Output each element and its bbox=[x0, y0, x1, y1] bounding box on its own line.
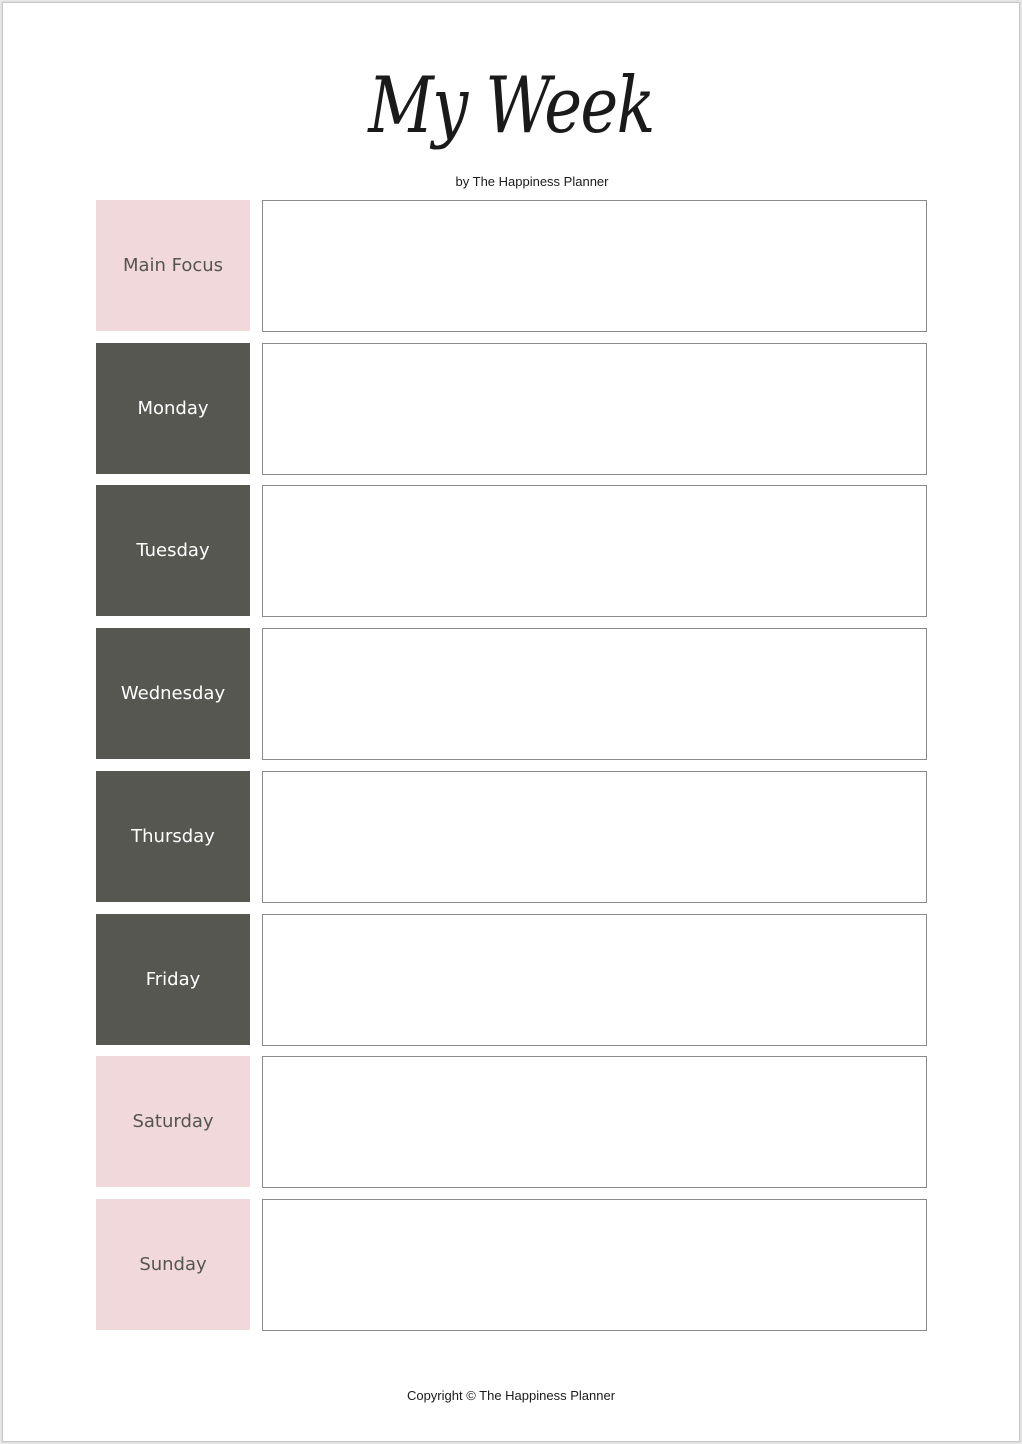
row-label-saturday: Saturday bbox=[96, 1056, 250, 1187]
page-title: My Week bbox=[368, 61, 654, 151]
row-label-tuesday: Tuesday bbox=[96, 485, 250, 616]
row-wednesday bbox=[3, 628, 1019, 761]
row-sunday bbox=[3, 1199, 1019, 1332]
row-label-thursday: Thursday bbox=[96, 771, 250, 902]
row-thursday bbox=[3, 771, 1019, 904]
row-main-focus bbox=[3, 200, 1019, 333]
writing-box-tuesday[interactable] bbox=[262, 485, 927, 617]
row-label-friday: Friday bbox=[96, 914, 250, 1045]
row-friday bbox=[3, 914, 1019, 1047]
writing-box-sunday[interactable] bbox=[262, 1199, 927, 1331]
row-label-wednesday: Wednesday bbox=[96, 628, 250, 759]
writing-box-thursday[interactable] bbox=[262, 771, 927, 903]
row-monday bbox=[3, 343, 1019, 476]
row-label-monday: Monday bbox=[96, 343, 250, 474]
writing-box-main-focus[interactable] bbox=[262, 200, 927, 332]
row-label-main-focus: Main Focus bbox=[96, 200, 250, 331]
row-tuesday bbox=[3, 485, 1019, 618]
page-subtitle: by The Happiness Planner bbox=[455, 174, 609, 189]
writing-box-wednesday[interactable] bbox=[262, 628, 927, 760]
row-label-sunday: Sunday bbox=[96, 1199, 250, 1330]
writing-box-saturday[interactable] bbox=[262, 1056, 927, 1188]
writing-box-monday[interactable] bbox=[262, 343, 927, 475]
row-saturday bbox=[3, 1056, 1019, 1189]
writing-box-friday[interactable] bbox=[262, 914, 927, 1046]
copyright-footer: Copyright © The Happiness Planner bbox=[406, 1388, 616, 1403]
planner-page bbox=[2, 2, 1020, 1442]
